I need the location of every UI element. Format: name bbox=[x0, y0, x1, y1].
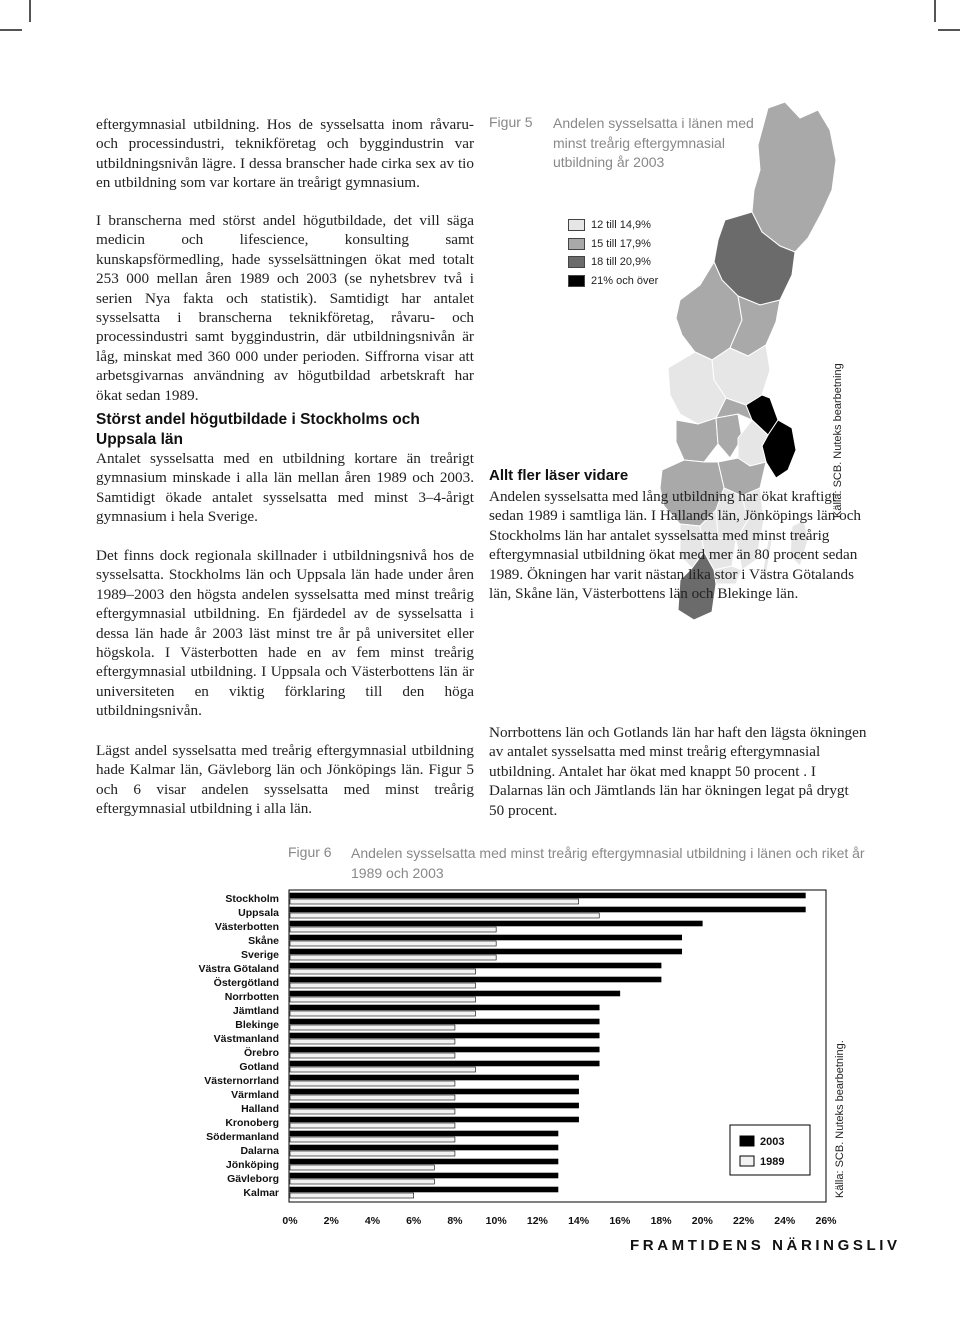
bar-1989 bbox=[290, 1151, 455, 1156]
crop-mark bbox=[29, 0, 31, 22]
category-label: Gotland bbox=[239, 1061, 279, 1073]
bar-2003 bbox=[290, 991, 620, 996]
chart-category-labels bbox=[198, 893, 279, 1199]
category-label: Västmanland bbox=[213, 1033, 279, 1045]
bar-1989 bbox=[290, 927, 496, 932]
category-label: Norrbotten bbox=[224, 991, 279, 1003]
source-note: Källa: SCB. Nuteks bearbetning. bbox=[834, 1040, 846, 1198]
legend-swatch-2003 bbox=[740, 1136, 754, 1146]
category-label: Dalarna bbox=[240, 1145, 279, 1157]
category-label: Skåne bbox=[248, 935, 279, 947]
x-tick-label: 18% bbox=[650, 1215, 672, 1227]
category-label: Blekinge bbox=[235, 1019, 279, 1031]
x-tick-label: 12% bbox=[526, 1215, 548, 1227]
bar-1989 bbox=[290, 983, 476, 988]
bar-1989 bbox=[290, 913, 599, 918]
bar-2003 bbox=[290, 1187, 558, 1192]
category-label: Uppsala bbox=[238, 907, 279, 919]
category-label: Kalmar bbox=[243, 1187, 279, 1199]
x-tick-label: 16% bbox=[609, 1215, 631, 1227]
x-tick-label: 4% bbox=[364, 1215, 381, 1227]
bar-2003 bbox=[290, 1019, 599, 1024]
bar-1989 bbox=[290, 1053, 455, 1058]
bar-2003 bbox=[290, 1117, 579, 1122]
legend-label-1989: 1989 bbox=[760, 1156, 785, 1168]
legend-item bbox=[568, 253, 658, 272]
legend-label: 18 till 20,9% bbox=[591, 256, 651, 269]
bar-1989 bbox=[290, 899, 579, 904]
category-label: Värmland bbox=[231, 1089, 279, 1101]
bar-1989 bbox=[290, 1039, 455, 1044]
body-paragraph: Lägst andel sysselsatta med treårig eftergymnasial utbildning hade Kalmar län, Gävleborg län och Jönköpings län. Figur 5 och 6 visar andelen sysselsatta med minst treårig eftergymnasial utbildning i alla län. bbox=[96, 742, 474, 818]
x-tick-label: 10% bbox=[485, 1215, 507, 1227]
legend-swatch bbox=[568, 275, 585, 287]
legend-item bbox=[568, 235, 658, 254]
bar-2003 bbox=[290, 1159, 558, 1164]
category-label: Halland bbox=[241, 1103, 279, 1115]
category-label: Sverige bbox=[241, 949, 279, 961]
legend-swatch bbox=[568, 256, 585, 268]
legend-label: 15 till 17,9% bbox=[591, 237, 651, 250]
bar-1989 bbox=[290, 1081, 455, 1086]
bar-2003 bbox=[290, 1145, 558, 1150]
crop-mark bbox=[0, 29, 22, 31]
bar-1989 bbox=[290, 969, 476, 974]
body-paragraph bbox=[489, 487, 869, 603]
bar-2003 bbox=[290, 1047, 599, 1052]
bar-2003 bbox=[290, 921, 702, 926]
x-tick-label: 20% bbox=[691, 1215, 713, 1227]
section-heading: Störst andel högutbildade i Stockholms och Uppsala län bbox=[96, 411, 420, 448]
bar-chart bbox=[150, 880, 850, 1230]
figure-label: Figur 6 bbox=[288, 844, 332, 860]
bar-1989 bbox=[290, 1011, 476, 1016]
section-heading: Allt fler läser vidare bbox=[489, 467, 629, 484]
x-tick-label: 8% bbox=[447, 1215, 463, 1227]
category-label: Södermanland bbox=[206, 1131, 279, 1143]
bar-2003 bbox=[290, 1061, 599, 1066]
legend-label: 12 till 14,9% bbox=[591, 219, 651, 232]
bar-1989 bbox=[290, 1095, 455, 1100]
category-label: Kronoberg bbox=[225, 1117, 279, 1129]
category-label: Gävleborg bbox=[227, 1173, 279, 1185]
bar-2003 bbox=[290, 1033, 599, 1038]
bar-1989 bbox=[290, 941, 496, 946]
body-paragraph: eftergymnasial utbildning. Hos de sysselsatta inom råvaru- och processindustri, teknikföretag och byggindustrin var utbildningsnivån lägre. I dessa branscher hade cirka sex av tio en utbildning som var kortare än treårigt gymnasium. bbox=[96, 116, 474, 192]
bar-2003 bbox=[290, 1075, 579, 1080]
legend-item bbox=[568, 272, 658, 291]
chart-bars bbox=[290, 893, 805, 1198]
bar-1989 bbox=[290, 1165, 434, 1170]
bar-2003 bbox=[290, 1173, 558, 1178]
map-region-norrbotten bbox=[752, 102, 836, 252]
body-paragraph: Norrbottens län och Gotlands län har haft den lägsta ökningen av antalet sysselsatta med minst treårig eftergymnasial utbildning. Antalet har ökat med knappt 50 procent . I Dalarnas län och Jämtlands län har ökningen legat på drygt 50 procent. bbox=[489, 724, 867, 819]
right-para1-text: Andelen sysselsatta med lång utbildning har ökat kraftigt sedan 1989 i samtliga län. I Hallands län, Jönköpings län och Stockholms län har antalet sysselsatta med minst treårig eftergymnasial utbildning ökat med mer än 80 procent sedan 1989. Ökningen har varit nästan lika stor i Västra Götalands län, Skåne län, Västerbottens län och Blekinge län. bbox=[489, 488, 862, 603]
bar-2003 bbox=[290, 1131, 558, 1136]
bar-2003 bbox=[290, 893, 805, 898]
bar-1989 bbox=[290, 1179, 434, 1184]
bar-1989 bbox=[290, 1137, 455, 1142]
category-label: Örebro bbox=[243, 1047, 279, 1059]
body-paragraph: Antalet sysselsatta med en utbildning kortare än treårigt gymnasium minskade i alla län mellan åren 1989 och 2003. Samtidigt ökade antalet sysselsatta med minst 3–4-årigt gymnasium i hela Sverige. bbox=[96, 450, 474, 526]
body-paragraph: Det finns dock regionala skillnader i utbildningsnivå hos de sysselsatta. Stockholms län och Uppsala län hade under åren 1989–2003 den högsta andelen sysselsatta med minst treårig eftergymnasial utbildning. En fjärdedel av de sysselsatta i dessa län hade år 2003 läst minst tre år på universitet eller högskola. I Västerbotten hade en av fem minst treårig eftergymnasial utbildning. I Uppsala och Västerbottens län är universiteten en viktig förklaring till den höga utbildningsnivån. bbox=[96, 547, 474, 720]
category-label: Jämtland bbox=[232, 1005, 279, 1017]
x-tick-label: 22% bbox=[733, 1215, 755, 1227]
figure-title: Andelen sysselsatta med minst treårig eftergymnasial utbildning i länen och riket år 1989 och 2003 bbox=[351, 845, 865, 881]
bar-2003 bbox=[290, 977, 661, 982]
bar-2003 bbox=[290, 1005, 599, 1010]
chart-x-ticks bbox=[282, 1215, 837, 1227]
category-label: Jönköping bbox=[225, 1159, 279, 1171]
bar-1989 bbox=[290, 955, 496, 960]
legend-label: 21% och över bbox=[591, 274, 659, 287]
legend-item bbox=[568, 216, 658, 235]
x-tick-label: 14% bbox=[568, 1215, 590, 1227]
bar-2003 bbox=[290, 935, 682, 940]
crop-mark bbox=[938, 29, 960, 31]
legend-swatch bbox=[568, 238, 585, 250]
bar-2003 bbox=[290, 1089, 579, 1094]
chart-legend bbox=[730, 1125, 810, 1175]
bar-1989 bbox=[290, 1109, 455, 1114]
source-note: Källa: SCB. Nuteks bearbetning bbox=[832, 363, 844, 518]
x-tick-label: 24% bbox=[774, 1215, 796, 1227]
bar-1989 bbox=[290, 1025, 455, 1030]
x-tick-label: 6% bbox=[406, 1215, 422, 1227]
bar-1989 bbox=[290, 1193, 414, 1198]
bar-1989 bbox=[290, 1067, 476, 1072]
x-tick-label: 2% bbox=[323, 1215, 339, 1227]
bar-2003 bbox=[290, 963, 661, 968]
bar-1989 bbox=[290, 1123, 455, 1128]
bar-2003 bbox=[290, 1103, 579, 1108]
x-tick-label: 26% bbox=[815, 1215, 837, 1227]
x-tick-label: 0% bbox=[282, 1215, 298, 1227]
category-label: Stockholm bbox=[225, 893, 279, 905]
legend-swatch-1989 bbox=[740, 1156, 754, 1166]
bar-2003 bbox=[290, 907, 805, 912]
body-paragraph: I branscherna med störst andel högutbildade, det vill säga medicin och lifescience, konsulting samt kunskapsförmedling, hade sysselsättningen ökat med totalt 253 000 mellan åren 1989 och 2003 (se nyhetsbrev två i serien Nya fakta och statistik). Samtidigt har antalet sysselsatta i branscherna teknikföretag, råvaru- och processindustri samt byggindustrin, där utbildningsnivån är låg, minskat med 360 000 under perioden. Siffrorna visar att arbetsgivarnas användning av högutbildad arbetskraft har ökat sedan 1989. bbox=[96, 212, 474, 404]
crop-mark bbox=[934, 0, 936, 22]
category-label: Västerbotten bbox=[214, 921, 279, 933]
map-region-varmland bbox=[676, 418, 718, 462]
bar-2003 bbox=[290, 949, 682, 954]
page-footer: FRAMTIDENS NÄRINGSLIV bbox=[630, 1237, 901, 1254]
legend-swatch bbox=[568, 219, 585, 231]
figure-title: Andelen sysselsatta i länen med minst treårig eftergymnasial utbildning år 2003 bbox=[553, 115, 754, 170]
legend-label-2003: 2003 bbox=[760, 1136, 785, 1148]
category-label: Västernorrland bbox=[204, 1075, 279, 1087]
category-label: Västra Götaland bbox=[198, 963, 279, 975]
map-legend bbox=[568, 216, 658, 290]
figure-label: Figur 5 bbox=[489, 114, 533, 130]
bar-1989 bbox=[290, 997, 476, 1002]
category-label: Östergötland bbox=[213, 977, 279, 989]
